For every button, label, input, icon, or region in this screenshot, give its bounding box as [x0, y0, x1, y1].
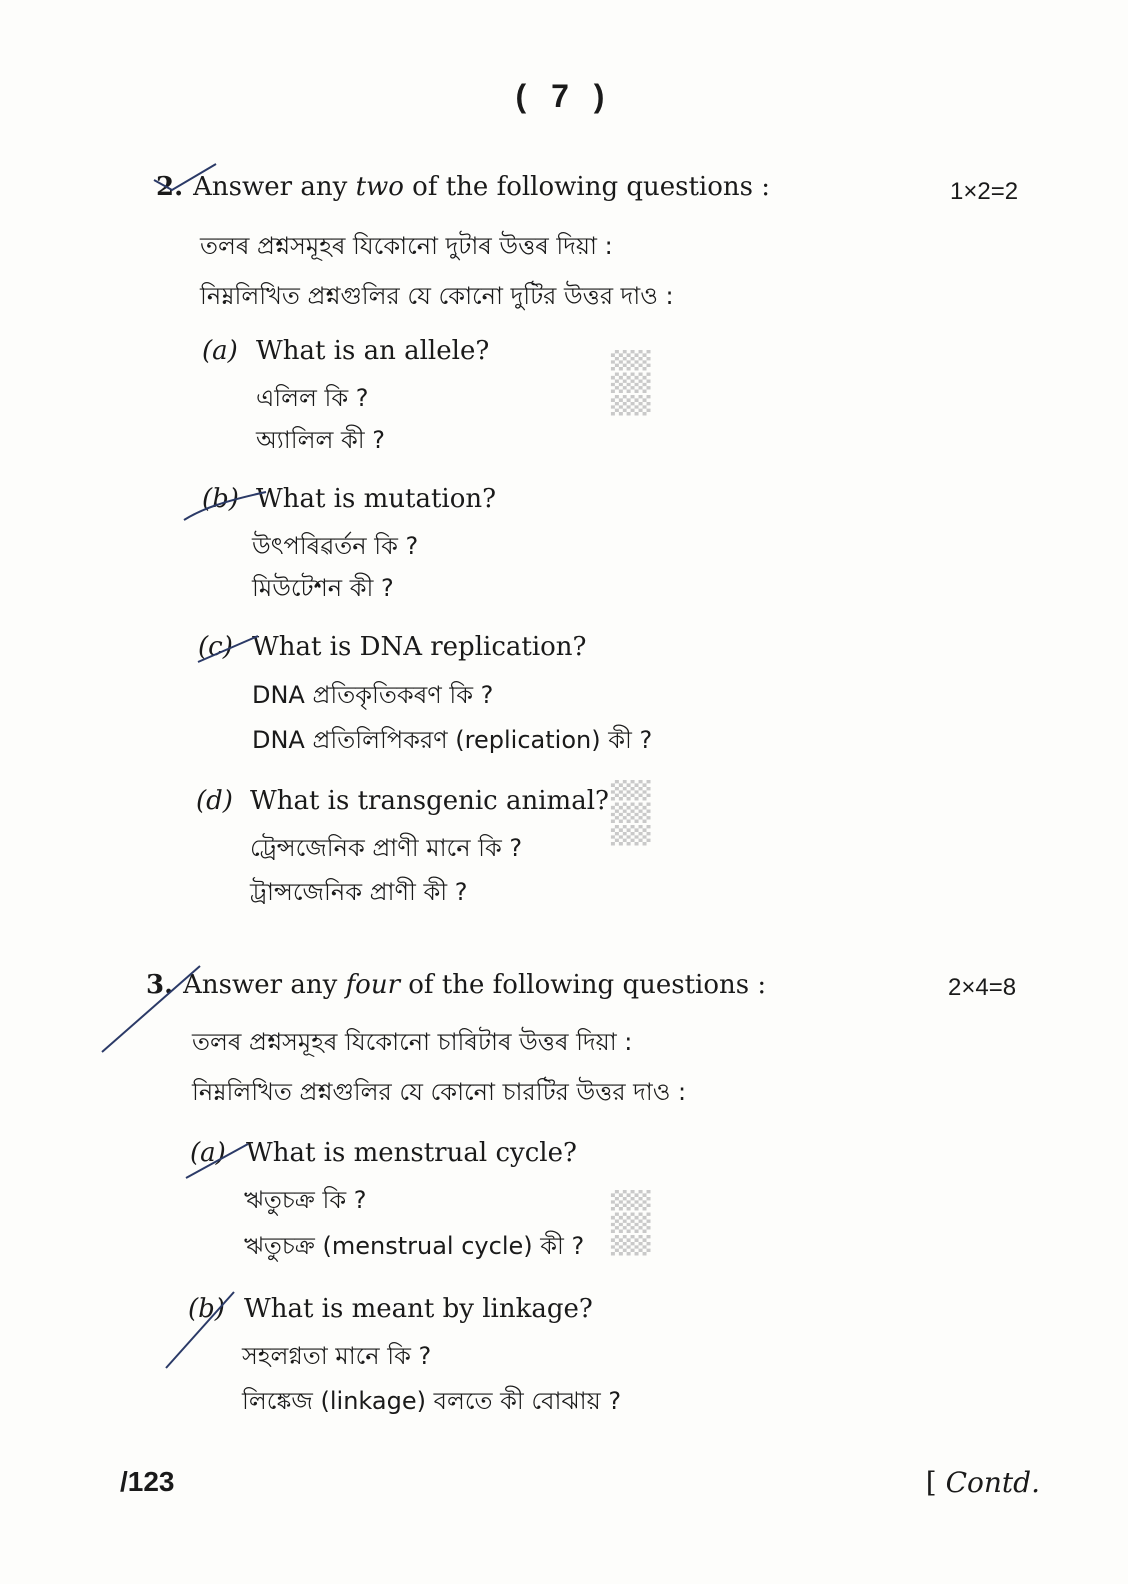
q2-part-d-assamese: ট্ৰেন্সজেনিক প্ৰাণী মানে কি ?: [250, 834, 523, 862]
q2-part-d-english: What is transgenic animal?: [250, 786, 609, 816]
q3-part-b-english: What is meant by linkage?: [244, 1294, 593, 1324]
question-2-instruction: Answer any two of the following questions :: [193, 172, 771, 202]
q2-part-b-english: What is mutation?: [256, 484, 497, 514]
q2-part-a-english: What is an allele?: [256, 336, 490, 366]
pen-tick-mark: [96, 960, 206, 1060]
q2-part-b-label: (b): [202, 484, 239, 514]
pen-tick-mark: [150, 160, 220, 200]
q2-part-b-bengali: মিউটেশন কী ?: [252, 574, 394, 602]
watermark-stamp: ▒▒▒: [610, 1190, 650, 1258]
q2-part-a-assamese: এলিল কি ?: [256, 384, 369, 412]
pen-tick-mark: [182, 1140, 252, 1184]
continued-note: [ Contd.: [925, 1466, 1040, 1499]
pen-tick-mark: [180, 484, 270, 524]
pen-tick-mark: [192, 632, 262, 668]
q2-part-a-bengali: অ্যালিল কী ?: [256, 426, 385, 454]
question-3-instruction: Answer any four of the following questions :: [183, 970, 767, 1000]
q2-part-d-bengali: ট্রান্সজেনিক প্রাণী কী ?: [250, 878, 468, 906]
q2-part-b-assamese: উৎপৰিৱৰ্তন কি ?: [252, 532, 419, 560]
q3-part-b-label: (b): [188, 1294, 225, 1324]
question-3-marks: 2×4=8: [948, 974, 1017, 1001]
q3-part-b-assamese: সহলগ্নতা মানে কি ?: [242, 1342, 432, 1370]
q2-part-c-assamese: DNA প্ৰতিকৃতিকৰণ কি ?: [252, 681, 494, 709]
q2-part-c-english: What is DNA replication?: [252, 632, 587, 662]
q2-part-c-label: (c): [198, 632, 233, 662]
q3-part-a-label: (a): [190, 1138, 226, 1168]
question-2-number: 2.: [156, 172, 184, 202]
question-3-bengali-instruction: নিম্নলিখিত প্রশ্নগুলির যে কোনো চারটির উত্তর দাও :: [192, 1078, 687, 1106]
q2-part-a-label: (a): [202, 336, 238, 366]
q3-part-a-assamese: ঋতুচক্ৰ কি ?: [244, 1186, 367, 1214]
q3-part-a-bengali: ঋতুচক্র (menstrual cycle) কী ?: [244, 1232, 585, 1260]
watermark-stamp: ▒▒▒: [610, 350, 650, 418]
question-2-heading: [156, 172, 770, 202]
question-2-assamese-instruction: তলৰ প্ৰশ্নসমূহৰ যিকোনো দুটাৰ উত্তৰ দিয়া :: [200, 232, 613, 260]
question-2-bengali-instruction: নিম্নলিখিত প্রশ্নগুলির যে কোনো দুটির উত্তর দাও :: [200, 282, 674, 310]
watermark-stamp: ▒▒▒: [610, 780, 650, 848]
pen-tick-mark: [160, 1288, 240, 1374]
q2-part-d-label: (d): [196, 786, 233, 816]
page-number: ( 7 ): [515, 78, 613, 114]
question-2-marks: 1×2=2: [950, 178, 1019, 205]
question-3-heading: [146, 970, 766, 1000]
paper-code: /123: [120, 1466, 175, 1497]
question-3-number: 3.: [146, 970, 174, 1000]
q3-part-a-english: What is menstrual cycle?: [246, 1138, 577, 1168]
q3-part-b-bengali: লিঙ্কেজ (linkage) বলতে কী বোঝায় ?: [242, 1387, 622, 1415]
q2-part-c-bengali: DNA প্রতিলিপিকরণ (replication) কী ?: [252, 726, 653, 754]
question-3-assamese-instruction: তলৰ প্ৰশ্নসমূহৰ যিকোনো চাৰিটাৰ উত্তৰ দিয়া :: [192, 1028, 633, 1056]
